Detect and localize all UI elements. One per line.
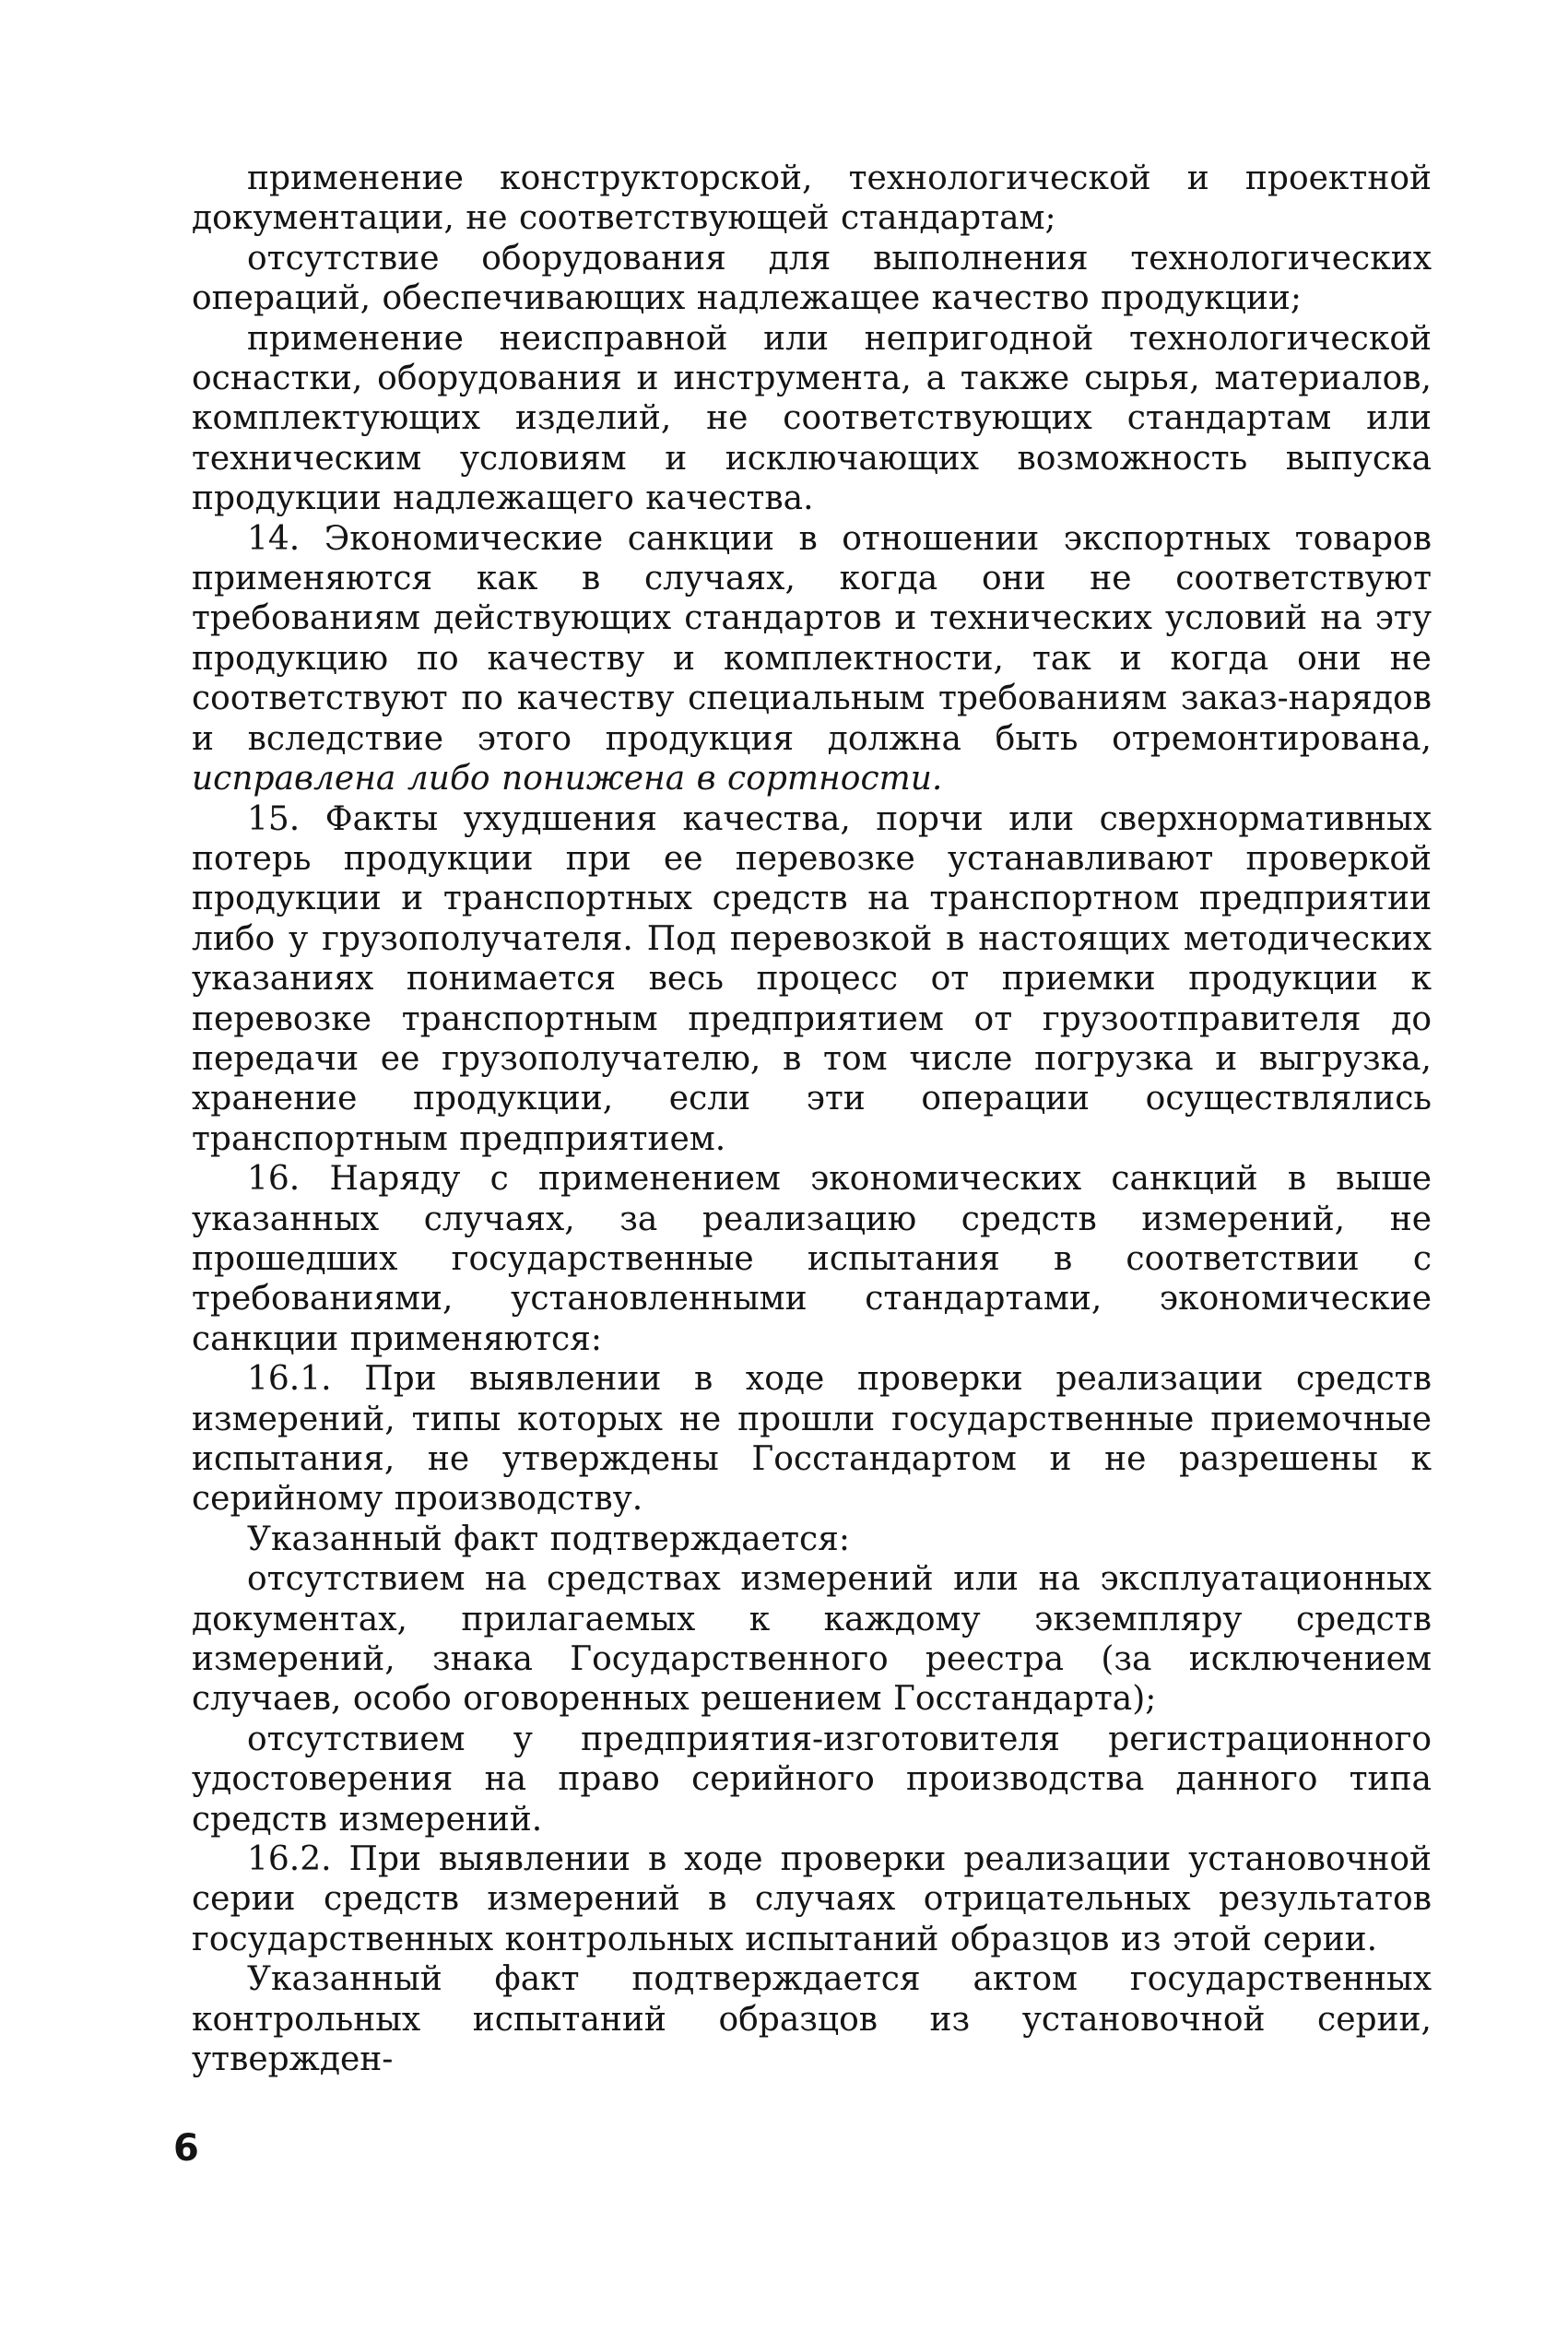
paragraph-14-export-sanctions xyxy=(192,519,1432,799)
paragraph-15-transport: 15. Факты ухудшения качества, порчи или сверхнормативных потерь продукции при ее перевозке устанавливают проверкой продукции и транспортных средств на транспортном предприятии либо у грузополучателя. Под перевозкой в настоящих методических указаниях понимается весь процесс от приемки продукции к перевозке транспортным предприятием от грузоотправителя до передачи ее грузополучателю, в том числе погрузка и выгрузка, хранение продукции, если эти операции осуществлялись транспортным предприятием. xyxy=(192,799,1432,1158)
paragraph-design-docs: применение конструкторской, технологической и проектной документации, не соответствующей стандартам; xyxy=(192,160,1432,238)
paragraph-16-measuring-instruments: 16. Наряду с применением экономических санкций в выше указанных случаях, за реализацию средств измерений, не прошедших государственные испытания в соответствии с требованиями, установленными стандартами, экономические санкции применяются: xyxy=(192,1160,1432,1358)
paragraph-14-italic-tail: исправлена либо понижена в сортности. xyxy=(192,760,943,798)
body-text xyxy=(192,159,1432,2080)
paragraph-registration-certificate: отсутствием у предприятия-изготовителя регистрационного удостоверения на право серийного производства данного типа средств измерений. xyxy=(192,1720,1432,1839)
paragraph-16-2: 16.2. При выявлении в ходе проверки реализации установочной серии средств измерений в случаях отрицательных результатов государственных контрольных испытаний образцов из этой серии. xyxy=(192,1840,1432,1958)
paragraph-14-main: 14. Экономические санкции в отношении экспортных товаров применяются как в случаях, когда они не соответствуют требованиям действующих стандартов и технических условий на эту продукцию по качеству и комплектности, так и когда они не соответствуют по качеству специальным требованиям заказ-нарядов и вследствие этого продукция должна быть отремонтирована, xyxy=(192,519,1432,758)
paragraph-equipment-absence: отсутствие оборудования для выполнения технологических операций, обеспечивающих надлежащее качество продукции; xyxy=(192,239,1432,318)
paragraph-fact-confirmed: Указанный факт подтверждается: xyxy=(247,1520,850,1558)
paragraph-16-1: 16.1. При выявлении в ходе проверки реализации средств измерений, типы которых не прошли государственные приемочные испытания, не утверждены Госстандартом и не разрешены к серийному производству. xyxy=(192,1360,1432,1519)
paragraph-faulty-tooling: применение неисправной или непригодной технологической оснастки, оборудования и инструмента, а также сырья, материалов, комплектующих изделий, не соответствующих стандартам или техническим условиям и исключающих возможность выпуска продукции надлежащего качества. xyxy=(192,319,1432,518)
paragraph-registry-mark: отсутствием на средствах измерений или на эксплуатационных документах, прилагаемых к каждому экземпляру средств измерений, знака Государственного реестра (за исключением случаев, особо оговоренных решением Госстандарта); xyxy=(192,1560,1432,1719)
paragraph-control-test-act: Указанный факт подтверждается актом государственных контрольных испытаний образцов из установочной серии, утвержден- xyxy=(192,1960,1432,2079)
page-number: 6 xyxy=(173,2127,199,2170)
